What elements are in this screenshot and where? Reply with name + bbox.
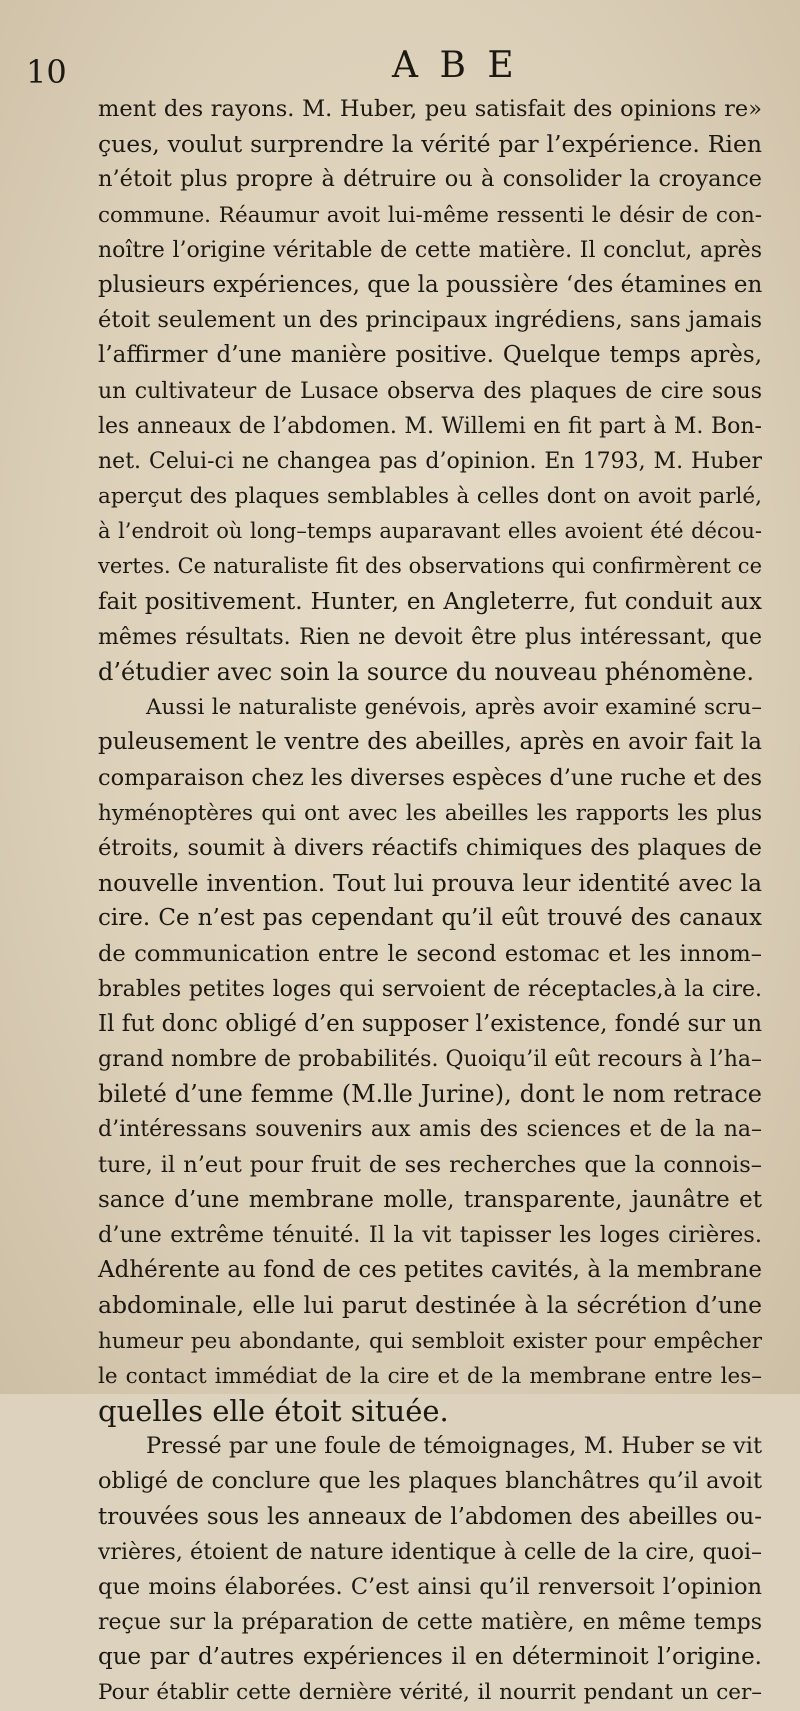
body-text xyxy=(98,92,762,1711)
text-line: abdominale, elle lui parut destinée à la sécrétion d’une xyxy=(98,1291,762,1320)
text-line: mêmes résultats. Rien ne devoit être plus intéressant, que xyxy=(98,624,762,650)
text-line: étroits, soumit à divers réactifs chimiques des plaques de xyxy=(98,834,762,861)
text-line: n’étoit plus propre à détruire ou à consolider la croyance xyxy=(98,166,762,193)
text-line: que par d’autres expériences il en déterminoit l’origine. xyxy=(98,1644,762,1671)
text-line: Adhérente au fond de ces petites cavités, à la membrane xyxy=(98,1257,762,1284)
text-line: de communication entre le second estomac et les innom– xyxy=(98,940,762,967)
text-line: bileté d’une femme (M.lle Jurine), dont le nom retrace xyxy=(98,1080,762,1109)
text-line: trouvées sous les anneaux de l’abdomen des abeilles ou- xyxy=(98,1503,762,1530)
text-line: noître l’origine véritable de cette matière. Il conclut, après xyxy=(98,237,762,263)
text-line: aperçut des plaques semblables à celles dont on avoit parlé, xyxy=(98,484,762,510)
text-line: humeur peu abondante, qui sembloit exister pour empêcher xyxy=(98,1328,762,1354)
text-line: d’intéressans souvenirs aux amis des sciences et de la na– xyxy=(98,1117,762,1143)
text-line: que moins élaborées. C’est ainsi qu’il renversoit l’opinion xyxy=(98,1573,762,1600)
page-number: 10 xyxy=(26,53,67,91)
text-line: Aussi le naturaliste genévois, après avoir examiné scru– xyxy=(146,695,762,721)
text-line: l’affirmer d’une manière positive. Quelque temps après, xyxy=(98,342,762,369)
text-line: ment des rayons. M. Huber, peu satisfait des opinions re» xyxy=(98,96,762,122)
text-line: d’une extrême ténuité. Il la vit tapisser les loges cirières. xyxy=(98,1222,762,1248)
text-line: hyménoptères qui ont avec les abeilles les rapports les plus xyxy=(98,800,762,826)
text-line: ture, il n’eut pour fruit de ses recherches que la connois– xyxy=(98,1151,762,1178)
text-line: Il fut donc obligé d’en supposer l’existence, fondé sur un xyxy=(98,1010,763,1037)
text-line: puleusement le ventre des abeilles, après en avoir fait la xyxy=(98,729,762,756)
text-line: obligé de conclure que les plaques blanchâtres qu’il avoit xyxy=(98,1468,762,1495)
text-line: sance d’une membrane molle, transparente, jaunâtre et xyxy=(98,1186,762,1213)
running-title: A B E xyxy=(392,45,519,86)
text-line: un cultivateur de Lusace observa des plaques de cire sous xyxy=(98,378,762,404)
text-line: comparaison chez les diverses espèces d’une ruche et des xyxy=(98,764,762,791)
text-line: reçue sur la préparation de cette matière, en même temps xyxy=(98,1610,762,1636)
text-line: Pressé par une foule de témoignages, M. Huber se vit xyxy=(146,1433,762,1460)
text-line: brables petites loges qui servoient de réceptacles,à la cire. xyxy=(98,976,762,1002)
text-line: commune. Réaumur avoit lui-même ressenti le désir de con- xyxy=(98,202,762,228)
text-line: grand nombre de probabilités. Quoiqu’il eût recours à l’ha– xyxy=(98,1047,762,1073)
text-line: nouvelle invention. Tout lui prouva leur identité avec la xyxy=(98,869,762,898)
text-line: net. Celui-ci ne changea pas d’opinion. En 1793, M. Huber xyxy=(98,448,762,474)
text-line: le contact immédiat de la cire et de la membrane entre les– xyxy=(98,1363,762,1389)
text-line: fait positivement. Hunter, en Angleterre, fut conduit aux xyxy=(98,588,762,615)
text-line: vrières, étoient de nature identique à celle de la cire, quoi– xyxy=(98,1539,762,1565)
text-line: çues, voulut surprendre la vérité par l’expérience. Rien xyxy=(98,130,762,159)
text-line: étoit seulement un des principaux ingrédiens, sans jamais xyxy=(98,307,762,334)
text-line: vertes. Ce naturaliste fit des observations qui confirmèrent ce xyxy=(98,554,762,579)
text-line: les anneaux de l’abdomen. M. Willemi en fit part à M. Bon- xyxy=(98,413,762,439)
text-line: Pour établir cette dernière vérité, il nourrit pendant un cer– xyxy=(98,1680,762,1706)
text-line: cire. Ce n’est pas cependant qu’il eût trouvé des canaux xyxy=(98,905,762,932)
text-line: quelles elle étoit située. xyxy=(98,1393,449,1428)
text-line: à l’endroit où long–temps auparavant elles avoient été décou- xyxy=(98,519,762,544)
text-line: d’étudier avec soin la source du nouveau phénomène. xyxy=(98,658,755,686)
text-line: plusieurs expériences, que la poussière ‘des étamines en xyxy=(98,271,763,298)
